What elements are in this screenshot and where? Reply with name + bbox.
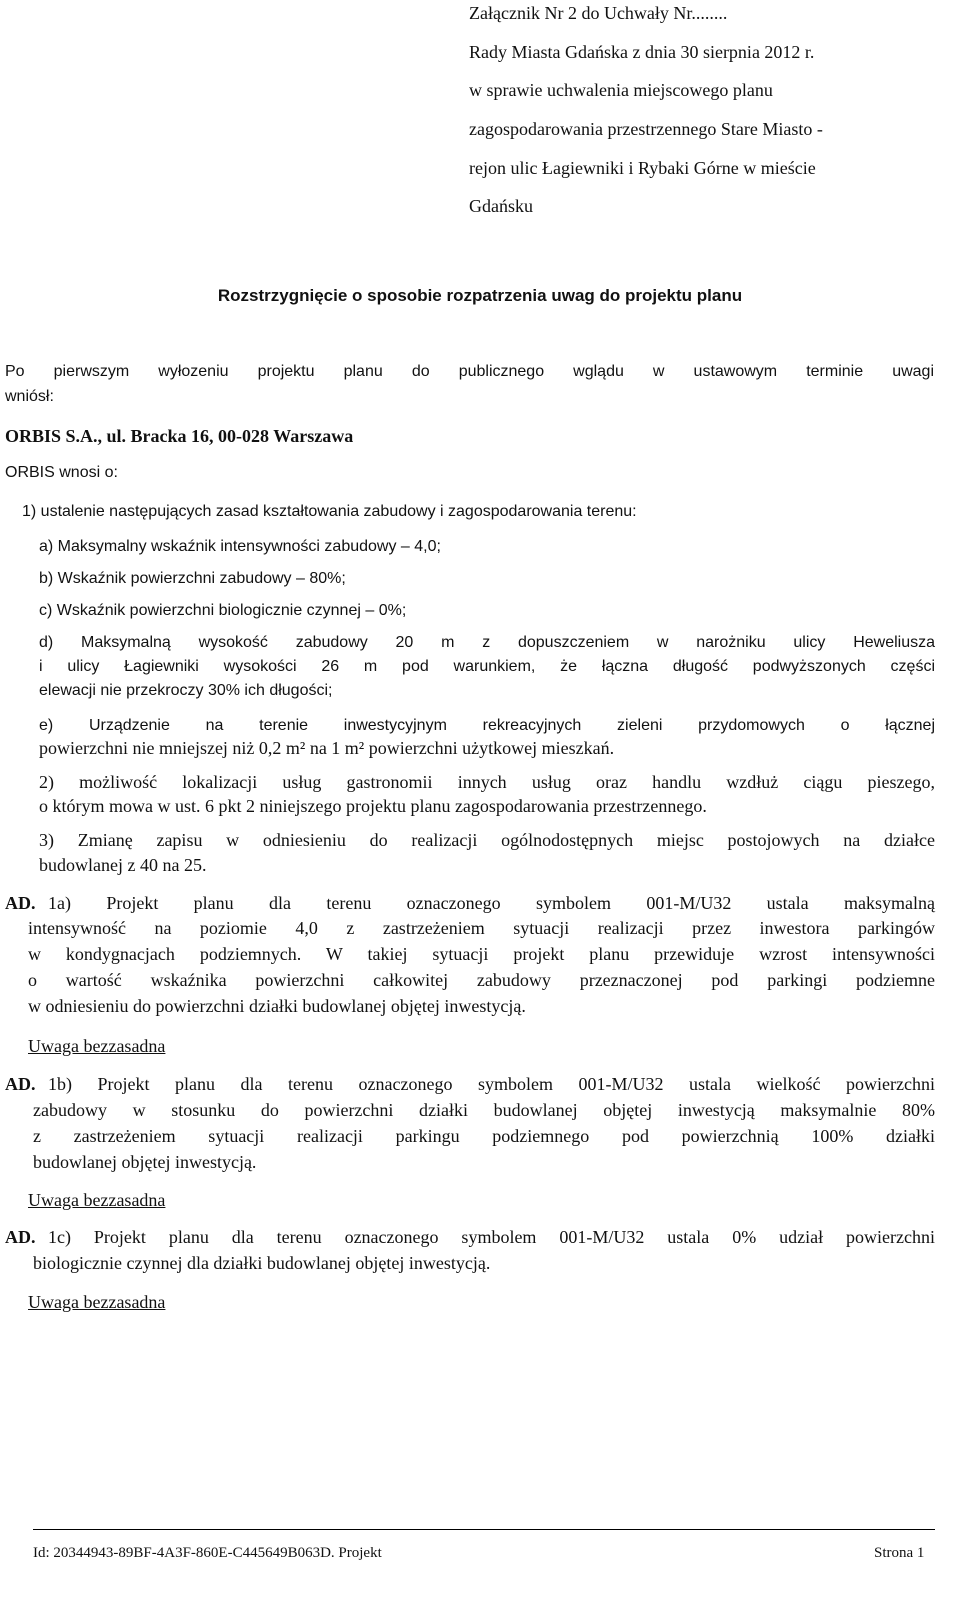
ad1b-label: AD.: [5, 1074, 36, 1094]
footer-page-number: Strona 1: [874, 1545, 925, 1561]
header-line-2: Rady Miasta Gdańska z dnia 30 sierpnia 2012 r.: [469, 42, 815, 62]
item1-e-line-1: e) Urządzenie na terenie inwestycyjnym rekreacyjnych zieleni przydomowych o łącznej: [39, 717, 935, 734]
item3-line-1: 3) Zmianę zapisu w odniesieniu do realizacji ogólnodostępnych miejsc postojowych na działce: [39, 830, 935, 850]
item1-heading: 1) ustalenie następujących zasad kształtowania zabudowy i zagospodarowania terenu:: [22, 503, 637, 520]
item1-d-line-1: d) Maksymalną wysokość zabudowy 20 m z dopuszczeniem w narożniku ulicy Heweliusza: [39, 634, 935, 651]
ad1a-label: AD.: [5, 893, 36, 913]
header-line-1: Załącznik Nr 2 do Uchwały Nr........: [469, 3, 728, 23]
item3-line-2: budowlanej z 40 na 25.: [39, 855, 207, 875]
ad1c-line-1: 1c) Projekt planu dla terenu oznaczonego symbolem 001-M/U32 ustala 0% udział powierzchni: [48, 1227, 935, 1247]
item1-b: b) Wskaźnik powierzchni zabudowy – 80%;: [39, 570, 346, 587]
ad1c-label: AD.: [5, 1227, 36, 1247]
item1-c: c) Wskaźnik powierzchni biologicznie czynnej – 0%;: [39, 602, 407, 619]
header-line-3: w sprawie uchwalenia miejscowego planu: [469, 80, 773, 100]
intro-line-2: wniósł:: [5, 388, 54, 405]
ad1c-line-2: biologicznie czynnej dla działki budowlanej objętej inwestycją.: [33, 1253, 491, 1273]
submitter: ORBIS S.A., ul. Bracka 16, 00-028 Warszawa: [5, 426, 354, 446]
ad1a-line-5: w odniesieniu do powierzchni działki budowlanej objętej inwestycją.: [28, 996, 526, 1016]
item1-d-line-3: elewacji nie przekroczy 30% ich długości;: [39, 682, 333, 699]
header-line-5: rejon ulic Łagiewniki i Rybaki Górne w mieście: [469, 158, 816, 178]
ad1b-line-3: z zastrzeżeniem sytuacji realizacji parkingu podziemnego pod powierzchnią 100% działki: [33, 1126, 935, 1146]
ad1a-verdict: Uwaga bezzasadna: [28, 1036, 166, 1056]
footer-rule: [33, 1529, 935, 1530]
intro-line-1: Po pierwszym wyłozeniu projektu planu do publicznego wglądu w ustawowym terminie uwagi: [5, 363, 934, 380]
header-line-6: Gdańsku: [469, 196, 533, 216]
ad1a-line-3: w kondygnacjach podziemnych. W takiej sytuacji projekt planu przewiduje wzrost intensywności: [28, 944, 935, 964]
header-line-4: zagospodarowania przestrzennego Stare Miasto -: [469, 119, 823, 139]
footer-id: Id: 20344943-89BF-4A3F-860E-C445649B063D. Projekt: [33, 1545, 382, 1561]
ad1b-line-1: 1b) Projekt planu dla terenu oznaczonego symbolem 001-M/U32 ustala wielkość powierzchni: [48, 1074, 935, 1094]
ad1a-line-1: 1a) Projekt planu dla terenu oznaczonego symbolem 001-M/U32 ustala maksymalną: [48, 893, 935, 913]
request-intro: ORBIS wnosi o:: [5, 464, 118, 481]
document-title: Rozstrzygnięcie o sposobie rozpatrzenia uwag do projektu planu: [217, 286, 743, 305]
item1-a: a) Maksymalny wskaźnik intensywności zabudowy – 4,0;: [39, 538, 441, 555]
item1-e-line-2: powierzchni nie mniejszej niż 0,2 m² na 1 m² powierzchni użytkowej mieszkań.: [39, 738, 615, 758]
ad1c-verdict: Uwaga bezzasadna: [28, 1292, 166, 1312]
item2-line-1: 2) możliwość lokalizacji usług gastronomii innych usług oraz handlu wzdłuż ciągu pieszego,: [39, 772, 935, 792]
ad1b-line-4: budowlanej objętej inwestycją.: [33, 1152, 257, 1172]
item2-line-2: o którym mowa w ust. 6 pkt 2 niniejszego projektu planu zagospodarowania przestrzennego.: [39, 796, 707, 816]
ad1b-line-2: zabudowy w stosunku do powierzchni działki budowlanej objętej inwestycją maksymalnie 80%: [33, 1100, 935, 1120]
ad1a-line-2: intensywność na poziomie 4,0 z zastrzeżeniem sytuacji realizacji przez inwestora parkingów: [28, 918, 935, 938]
ad1a-line-4: o wartość wskaźnika powierzchni całkowitej zabudowy przeznaczonej pod parkingi podziemne: [28, 970, 935, 990]
item1-d-line-2: i ulicy Łagiewniki wysokości 26 m pod warunkiem, że łączna długość podwyższonych części: [39, 658, 935, 675]
ad1b-verdict: Uwaga bezzasadna: [28, 1190, 166, 1210]
